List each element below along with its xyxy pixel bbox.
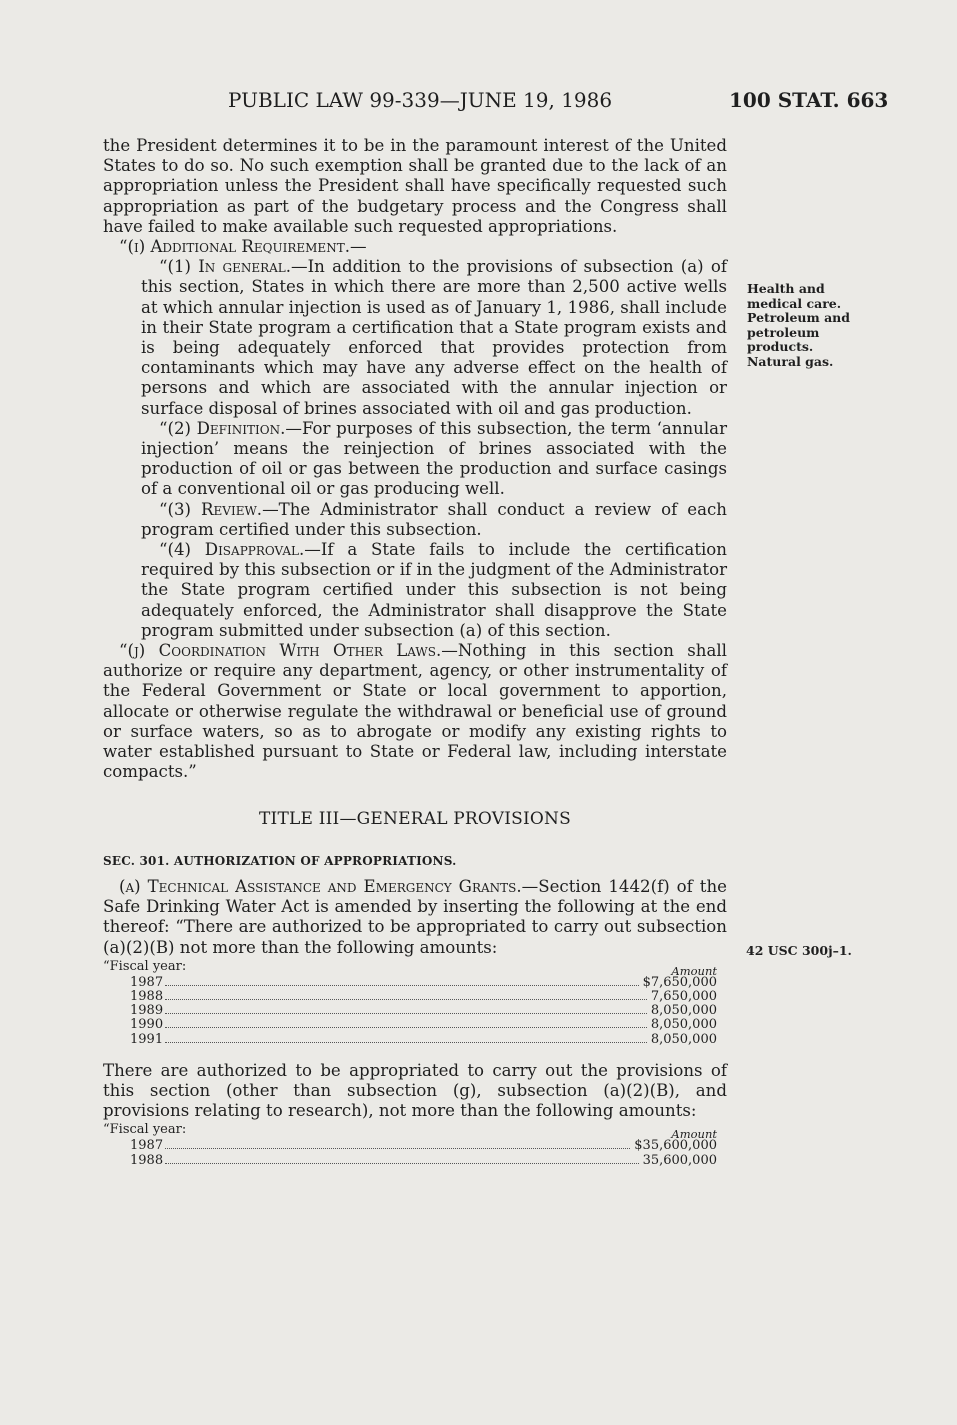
margin-note-line: medical care.	[747, 295, 842, 311]
table-row: 1987 $7,650,000	[130, 974, 717, 990]
appropriations-table-2	[103, 1123, 727, 1167]
section-heading: SEC. 301. AUTHORIZATION OF APPROPRIATIONS.	[103, 853, 457, 868]
paragraph-heading: “(j) Coordination With Other Laws.	[119, 641, 442, 661]
running-header-title: PUBLIC LAW 99-339—JUNE 19, 1986	[228, 88, 613, 112]
table-header	[103, 960, 727, 976]
margin-note-line: products.	[747, 339, 814, 354]
paragraph-heading: “(3) Review.	[159, 499, 263, 519]
table-header	[103, 1122, 727, 1142]
body-text	[103, 136, 727, 1174]
margin-note-line: petroleum	[747, 324, 820, 340]
paragraph-i-1: “(1) In general.—In addition to the provisions of subsection (a) of this section, States in which there are more than 2,500 active wells at which annular injection is used as of January 1, 1986, shall include in their State program a certification that a State program exists and is being adequately enforced that provides protection from contaminants which may have any adverse effect on the health of persons and which are associated with the annular injection or surface disposal of brines associated with oil and gas production.	[141, 257, 727, 418]
table-row: 1990 8,050,000	[130, 1017, 717, 1033]
paragraph-continuation: the President determines it to be in the paramount interest of the United States to do so. No such exemption shall be granted due to the lack of an appropriation unless the President shall have specifically requested such appropriation as part of the budgetary process and the Congress shall have failed to make available such requested appropriations.	[103, 136, 727, 236]
subsection-j: “(j) Coordination With Other Laws.—Nothing in this section shall authorize or require any department, agency, or other instrumentality of the Federal Government or State or local government to apportion, allocate or otherwise regulate the withdrawal or beneficial use of ground or surface waters, so as to abrogate or modify any existing rights to water established pursuant to State or Federal law, including interstate compacts.”	[103, 641, 727, 782]
paragraph-authorization: There are authorized to be appropriated to carry out the provisions of this section (other than subsection (g), subsection (a)(2)(B), and provisions relating to research), not more than the following amounts:	[103, 1060, 727, 1121]
table-row: 1988 7,650,000	[130, 988, 717, 1004]
margin-note-usc-citation: 42 USC 300j–1.	[746, 943, 852, 958]
margin-note-line: Health and	[747, 281, 825, 296]
paragraph-heading: (a) Technical Assistance and Emergency Grants.	[119, 876, 522, 896]
table-row: 1988 35,600,000	[130, 1152, 717, 1168]
leader-dots	[165, 999, 647, 1000]
margin-note-line: Natural gas.	[747, 353, 834, 369]
leader-dots	[165, 1148, 630, 1149]
paragraph-i-3: “(3) Review.—The Administrator shall conduct a review of each program certified under this subsection.	[141, 499, 727, 539]
statute-page-number: 100 STAT. 663	[729, 88, 889, 112]
title-heading: TITLE III—GENERAL PROVISIONS	[259, 808, 571, 829]
margin-note-subjects	[747, 282, 897, 369]
subsection-i-heading: “(i) Additional Requirement.—	[119, 237, 367, 257]
leader-dots	[165, 1013, 647, 1014]
leader-dots	[165, 985, 638, 986]
amount-header: Amount	[671, 963, 717, 978]
table-row: 1987 $35,600,000	[130, 1138, 717, 1154]
paragraph-heading: “(2) Definition.	[159, 418, 286, 438]
leader-dots	[165, 1042, 647, 1043]
amount-header: Amount	[671, 1127, 717, 1142]
paragraph-i-4: “(4) Disapproval.—If a State fails to include the certification required by this subsection or if in the judgment of the Administrator the State program certified under this subsection is not being adequately enforced, the Administrator shall disapprove the State program submitted under subsection (a) of this section.	[141, 540, 727, 640]
paragraph-i-2: “(2) Definition.—For purposes of this subsection, the term ‘annular injection’ means the reinjection of brines associated with the production of oil or gas between the production and surface casings of a conventional oil or gas producing well.	[141, 418, 727, 499]
paragraph-heading: “(4) Disapproval.	[159, 540, 305, 560]
fiscal-year-label: “Fiscal year:	[103, 1122, 187, 1138]
table-row: 1991 8,050,000	[130, 1031, 717, 1047]
table-row: 1989 8,050,000	[130, 1003, 717, 1019]
fiscal-year-label: “Fiscal year:	[103, 958, 187, 974]
paragraph-heading: “(1) In general.	[159, 257, 292, 277]
appropriations-table-1	[103, 960, 727, 1047]
leader-dots	[165, 1027, 647, 1028]
leader-dots	[165, 1163, 638, 1164]
margin-note-line: Petroleum and	[747, 310, 851, 325]
subsection-a: (a) Technical Assistance and Emergency Grants.—Section 1442(f) of the Safe Drinking Water Act is amended by inserting the following at the end thereof: “There are authorized to be appropriated to carry out subsection (a)(2)(B) not more than the following amounts:	[103, 876, 727, 957]
